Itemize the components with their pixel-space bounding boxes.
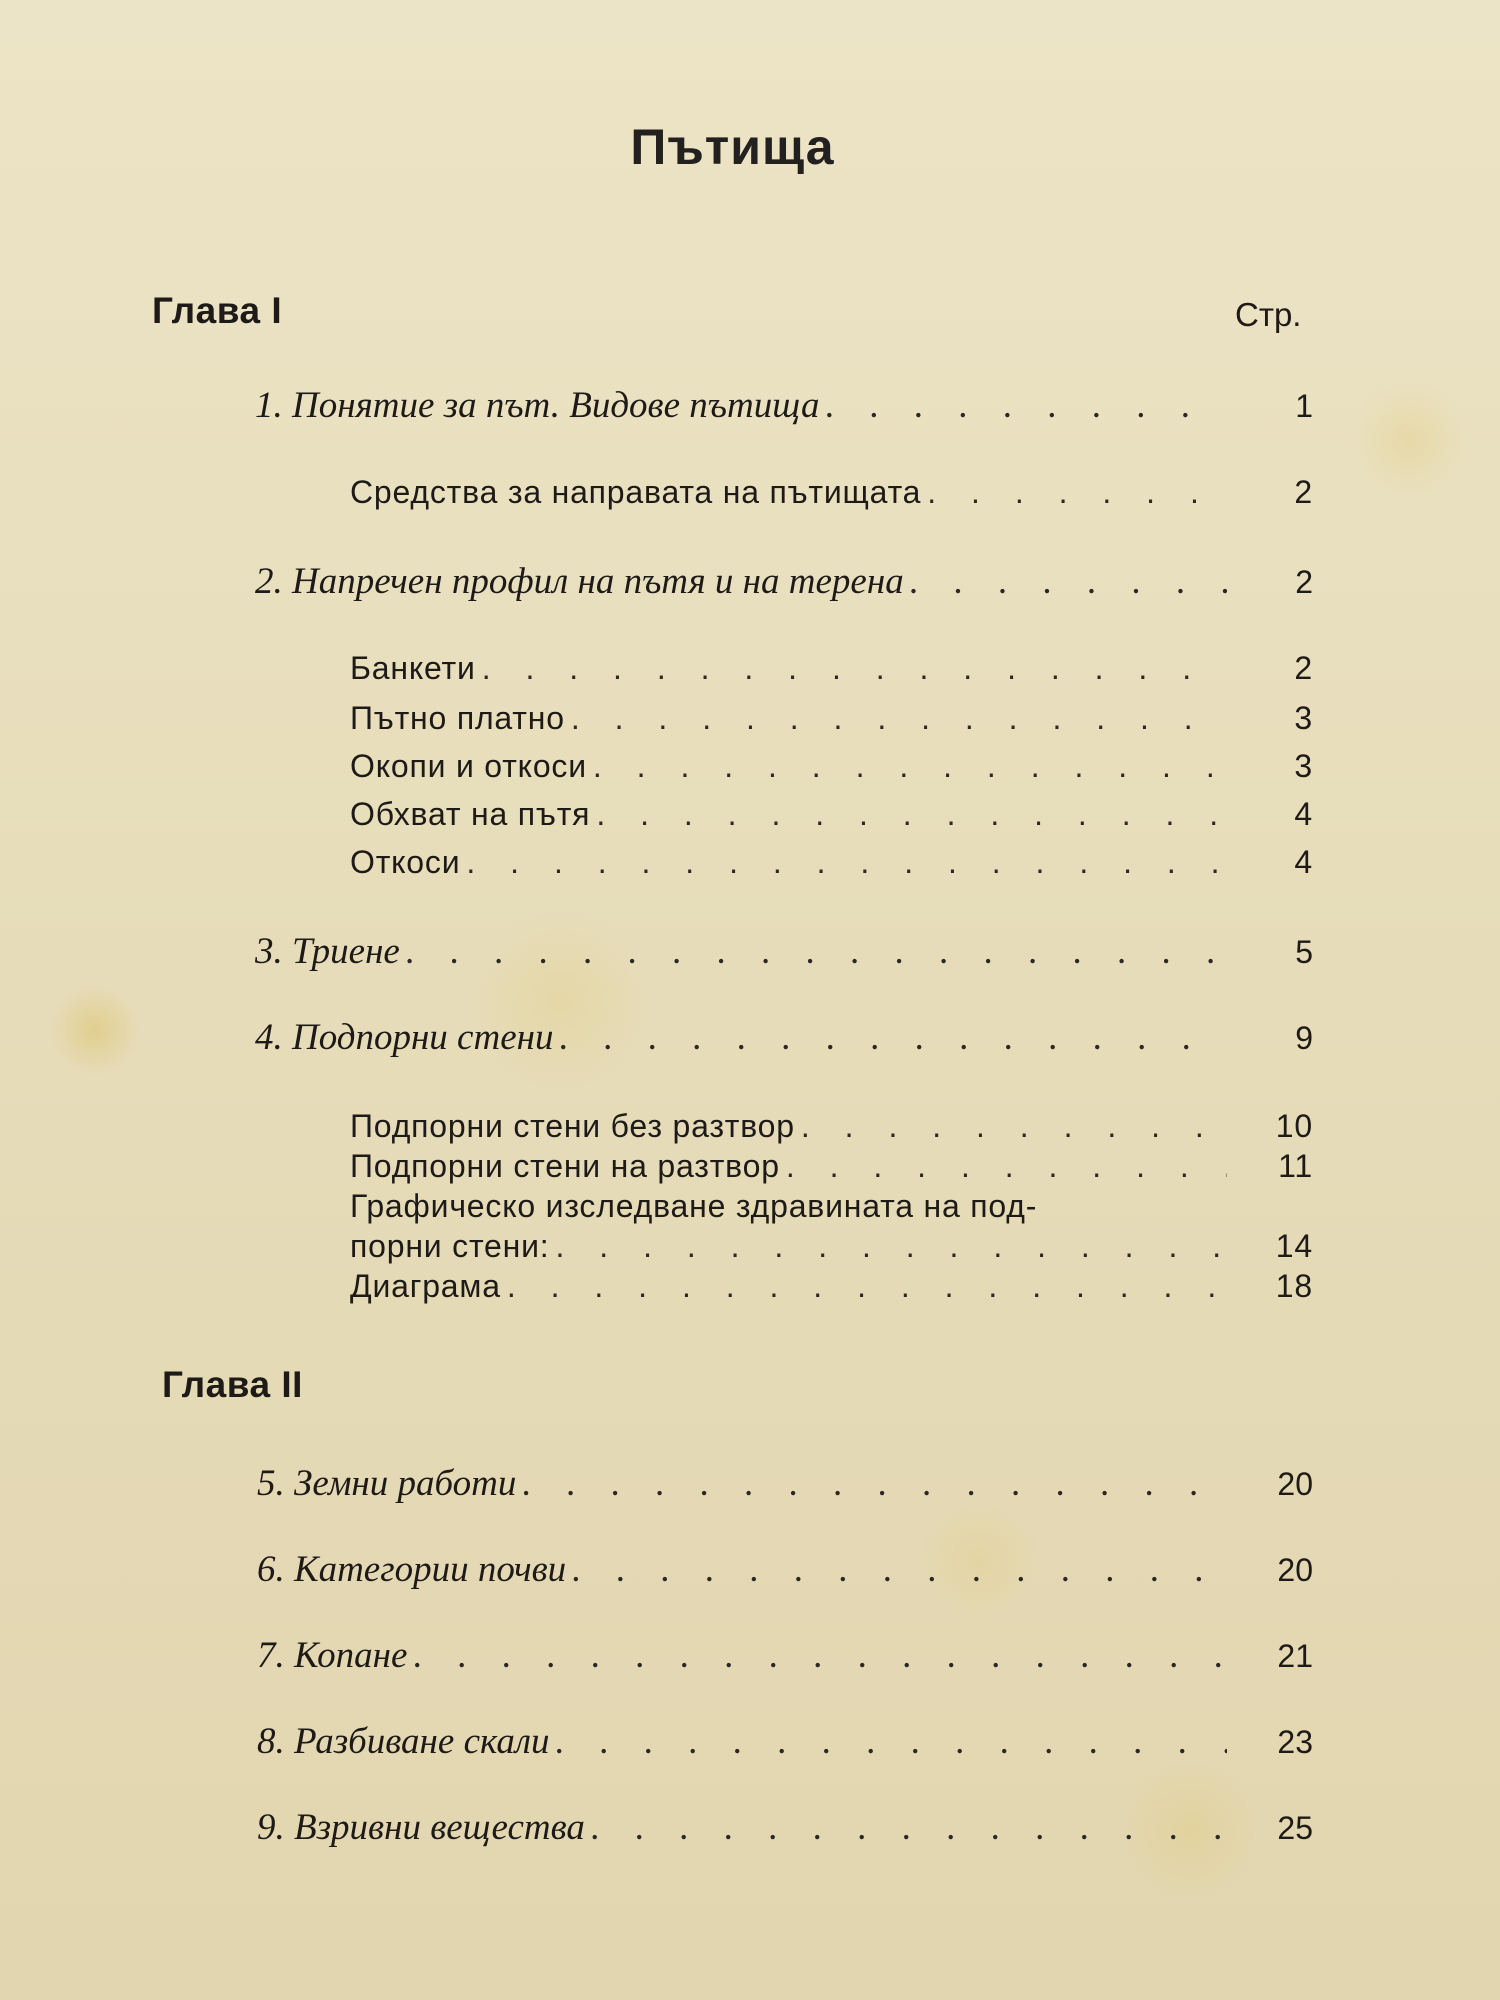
toc-entry-subsection[interactable] (350, 1268, 1313, 1305)
dot-leader (522, 1462, 1227, 1505)
page-column-header: Стр. (1235, 296, 1302, 333)
toc-entry-page: 14 (1275, 1228, 1313, 1264)
toc-entry-label: Обхват на пътя (350, 796, 591, 832)
toc-entry-page: 2 (1294, 650, 1313, 686)
toc-entry-label: 1. Понятие за път. Видове пътища (255, 385, 820, 426)
toc-entry-page: 10 (1275, 1108, 1313, 1144)
toc-entry-page: 4 (1294, 844, 1313, 880)
toc-entry-subsection[interactable] (350, 1108, 1313, 1145)
toc-entry-page: 20 (1277, 1552, 1313, 1588)
dot-leader (910, 560, 1227, 603)
dot-leader (466, 844, 1227, 881)
toc-entry-page: 11 (1278, 1148, 1313, 1184)
toc-entry-page: 4 (1294, 796, 1313, 832)
toc-entry-label: Откоси (350, 844, 461, 880)
toc-entry-page: 18 (1275, 1268, 1313, 1304)
toc-entry-subsection[interactable] (350, 650, 1313, 687)
toc-entry-page: 20 (1277, 1466, 1313, 1502)
dot-leader (556, 1228, 1228, 1265)
toc-entry-label: Подпорни стени без разтвор (350, 1108, 795, 1144)
dot-leader (559, 1016, 1227, 1059)
toc-entry-label-continued: Графическо изследване здравината на под- (350, 1188, 1038, 1224)
toc-entry-subsection[interactable] (350, 700, 1313, 737)
toc-entry-section-2[interactable] (255, 560, 1313, 603)
dot-leader (593, 748, 1227, 785)
toc-entry-label: Подпорни стени на разтвор (350, 1148, 780, 1184)
toc-entry-page: 25 (1277, 1810, 1313, 1846)
toc-entry-section-6[interactable] (257, 1548, 1313, 1591)
toc-entry-page: 5 (1295, 934, 1313, 970)
dot-leader (482, 650, 1227, 687)
dot-leader (406, 930, 1227, 973)
toc-entry-subsection[interactable] (350, 748, 1313, 785)
dot-leader (591, 1806, 1227, 1849)
toc-entry-page: 1 (1295, 388, 1313, 424)
toc-entry-label: 9. Взривни вещества (257, 1807, 585, 1848)
toc-entry-label: Банкети (350, 650, 476, 686)
toc-entry-page: 2 (1294, 474, 1313, 510)
toc-entry-page: 3 (1294, 700, 1313, 736)
chapter-heading-2: Глава II (162, 1364, 303, 1405)
dot-leader (927, 474, 1227, 511)
dot-leader (571, 700, 1227, 737)
toc-entry-section-3[interactable] (255, 930, 1313, 973)
toc-entry-section-7[interactable] (257, 1634, 1313, 1677)
toc-entry-subsection[interactable] (350, 1228, 1313, 1265)
toc-entry-page: 23 (1277, 1724, 1313, 1760)
toc-entry-page: 3 (1294, 748, 1313, 784)
dot-leader (413, 1634, 1227, 1677)
dot-leader (572, 1548, 1227, 1591)
toc-entry-label: 2. Напречен профил на пътя и на терена (255, 561, 904, 602)
toc-entry-label: порни стени: (350, 1228, 550, 1264)
toc-entry-label: Средства за направата на пътищата (350, 474, 922, 510)
toc-entry-page: 9 (1295, 1020, 1313, 1056)
toc-entry-section-4[interactable] (255, 1016, 1313, 1059)
toc-entry-subsection[interactable] (350, 796, 1313, 833)
dot-leader (596, 796, 1227, 833)
toc-entry-section-5[interactable] (257, 1462, 1313, 1505)
toc-entry-label: 7. Копане (257, 1635, 408, 1676)
toc-entry-label: Диаграма (350, 1268, 501, 1304)
toc-entry-subsection[interactable] (350, 474, 1313, 511)
dot-leader (801, 1108, 1227, 1145)
toc-entry-label: Окопи и откоси (350, 748, 587, 784)
toc-entry-section-1[interactable] (255, 384, 1313, 427)
dot-leader (826, 384, 1227, 427)
toc-entry-label: 5. Земни работи (257, 1463, 517, 1504)
toc-entry-subsection[interactable] (350, 844, 1313, 881)
page-title: Пътища (630, 119, 835, 175)
toc-entry-subsection[interactable] (350, 1148, 1313, 1185)
toc-entry-label: 8. Разбиване скали (257, 1721, 550, 1762)
dot-leader (556, 1720, 1227, 1763)
dot-leader (507, 1268, 1227, 1305)
dot-leader (786, 1148, 1227, 1185)
toc-entry-section-8[interactable] (257, 1720, 1313, 1763)
toc-entry-label: 3. Триене (255, 931, 400, 972)
toc-entry-page: 2 (1295, 564, 1313, 600)
toc-entry-page: 21 (1277, 1638, 1313, 1674)
toc-entry-label: Пътно платно (350, 700, 565, 736)
toc-entry-label: 6. Категории почви (257, 1549, 567, 1590)
toc-entry-label: 4. Подпорни стени (255, 1017, 554, 1058)
chapter-heading-1: Глава I (152, 290, 283, 331)
toc-entry-section-9[interactable] (257, 1806, 1313, 1849)
